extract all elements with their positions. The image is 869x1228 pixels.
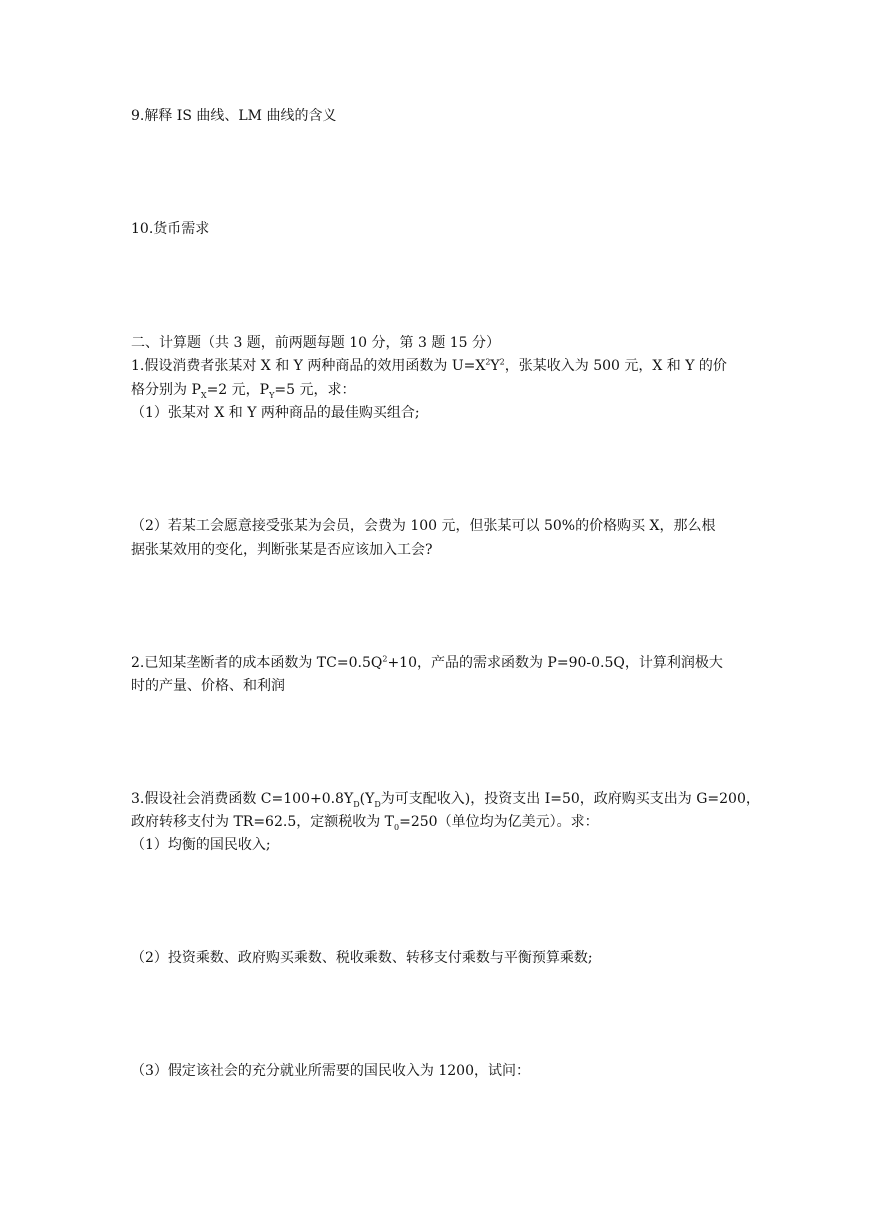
- calc-1-part-2-line-1: （2）若某工会愿意接受张某为会员，会费为 100 元，但张某可以 50%的价格购买 X，那么根: [131, 518, 716, 534]
- superscript: 2: [499, 357, 505, 367]
- calc-1-part-1: （1）张某对 X 和 Y 两种商品的最佳购买组合;: [131, 405, 420, 421]
- calc-1-part-2-line-2: 据张某效用的变化，判断张某是否应该加入工会?: [131, 542, 433, 558]
- text: (Y: [359, 791, 375, 807]
- text: 1.假设消费者张某对 X 和 Y 两种商品的效用函数为 U=X: [131, 358, 486, 374]
- text: ，张某收入为 500 元，X 和 Y 的价: [504, 358, 727, 374]
- calc-2-line-1: [131, 653, 723, 673]
- subscript: X: [200, 390, 207, 400]
- calc-3-part-3: （3）假定该社会的充分就业所需要的国民收入为 1200，试问：: [131, 1063, 530, 1079]
- calc-3-part-1: （1）均衡的国民收入;: [131, 837, 271, 853]
- superscript: 2: [382, 654, 388, 664]
- calc-3-part-2: （2）投资乘数、政府购买乘数、税收乘数、转移支付乘数与平衡预算乘数;: [131, 950, 593, 966]
- text: 格分别为 P: [131, 382, 201, 398]
- text: =250（单位均为亿美元）。求：: [399, 814, 599, 830]
- text: 政府转移支付为 TR=62.5，定额税收为 T: [131, 814, 395, 830]
- text: Y: [490, 358, 500, 374]
- section-2-title: 二、计算题（共 3 题，前两题每题 10 分，第 3 题 15 分）: [131, 335, 501, 351]
- subscript: 0: [394, 822, 400, 832]
- superscript: 2: [485, 357, 491, 367]
- calc-2-line-2: 时的产量、价格、和利润: [131, 678, 285, 694]
- question-9: 9.解释 IS 曲线、LM 曲线的含义: [131, 108, 337, 124]
- text: 3.假设社会消费函数 C=100+0.8Y: [131, 791, 354, 807]
- subscript: D: [353, 799, 360, 809]
- subscript: D: [374, 799, 381, 809]
- calc-3-line-2: [131, 812, 599, 832]
- text: 为可支配收入)，投资支出 I=50，政府购买支出为 G=200，: [380, 791, 760, 807]
- text: =5 元，求：: [274, 382, 356, 398]
- calc-3-line-1: [131, 789, 760, 809]
- calc-1-line-2: [131, 380, 355, 400]
- question-10: 10.货币需求: [131, 221, 210, 237]
- calc-1-line-1: [131, 356, 727, 376]
- subscript: Y: [269, 390, 275, 400]
- text: +10，产品的需求函数为 P=90-0.5Q，计算利润极大: [387, 655, 723, 671]
- text: =2 元，P: [206, 382, 270, 398]
- text: 2.已知某垄断者的成本函数为 TC=0.5Q: [131, 655, 383, 671]
